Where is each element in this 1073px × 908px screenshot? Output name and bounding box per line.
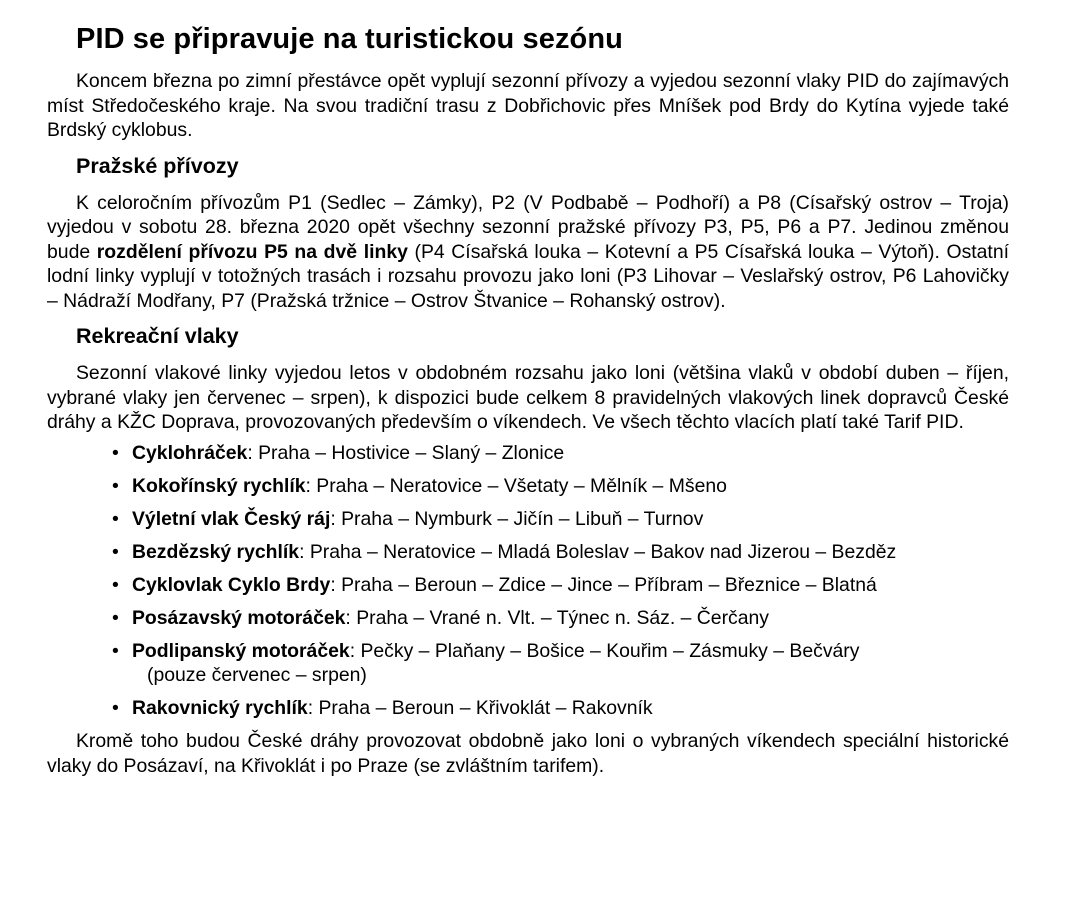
bullet-icon: • <box>112 540 119 563</box>
train-line-route: : Praha – Beroun – Křivoklát – Rakovník <box>307 697 653 719</box>
train-line-route: : Praha – Vrané n. Vlt. – Týnec n. Sáz. – Čerčany <box>345 606 770 629</box>
list-item <box>112 540 1009 565</box>
list-item <box>112 696 1009 721</box>
list-item <box>112 573 1009 598</box>
list-item <box>112 441 1009 466</box>
bullet-icon: • <box>112 639 119 662</box>
bullet-icon: • <box>112 697 119 719</box>
section-heading-trains: Rekreační vlaky <box>76 324 239 348</box>
train-line-name: Cyklovlak Cyklo Brdy <box>132 573 331 596</box>
list-item <box>112 507 1009 532</box>
ferries-text-before: K celoročním přívozům P1 (Sedlec – Zámky), P2 (V Podbabě – Podhoří) a P8 (Císařský ostrov – Troja) vyjedou v sobotu 28. března 2020 opět všechny sezonní pražské přívozy P3, P5, P6 a P7. Jedinou změnou bude <box>47 191 1009 263</box>
train-line-route: : Pečky – Plaňany – Bošice – Kouřim – Zásmuky – Bečváry <box>349 639 860 662</box>
train-line-name: Cyklohráček <box>132 441 248 464</box>
bullet-icon: • <box>112 573 119 596</box>
bullet-icon: • <box>112 474 119 497</box>
train-line-route: : Praha – Neratovice – Mladá Boleslav – Bakov nad Jizerou – Bezděz <box>299 540 897 563</box>
ferries-paragraph <box>47 191 1009 314</box>
train-lines-list <box>47 441 1009 721</box>
ferries-text-bold: rozdělení přívozu P5 na dvě linky <box>96 240 408 263</box>
train-line-name: Výletní vlak Český ráj <box>132 507 331 530</box>
train-line-name: Posázavský motoráček <box>132 606 346 629</box>
closing-paragraph: Kromě toho budou České dráhy provozovat obdobně jako loni o vybraných víkendech speciální historické vlaky do Posázaví, na Křivoklát i po Praze (se zvláštním tarifem). <box>47 730 1009 777</box>
train-line-name: Bezdězský rychlík <box>132 540 300 563</box>
bullet-icon: • <box>112 507 119 530</box>
list-item <box>112 639 1009 688</box>
bullet-icon: • <box>112 441 119 464</box>
list-item <box>112 606 1009 631</box>
train-line-name: Kokořínský rychlík <box>132 474 306 497</box>
train-line-route: : Praha – Hostivice – Slaný – Zlonice <box>247 441 565 464</box>
trains-paragraph: Sezonní vlakové linky vyjedou letos v obdobném rozsahu jako loni (většina vlaků v období duben – říjen, vybrané vlaky jen červenec – srpen), k dispozici bude celkem 8 pravidelných vlakových linek dopravců České dráhy a KŽC Doprava, provozovaných především o víkendech. Ve všech těchto vlacích platí také Tarif PID. <box>47 362 1009 433</box>
train-line-note: (pouze červenec – srpen) <box>147 664 367 686</box>
list-item <box>112 474 1009 499</box>
train-line-route: : Praha – Beroun – Zdice – Jince – Příbram – Březnice – Blatná <box>330 573 877 596</box>
intro-paragraph: Koncem března po zimní přestávce opět vyplují sezonní přívozy a vyjedou sezonní vlaky PID do zajímavých míst Středočeského kraje. Na svou tradiční trasu z Dobřichovic přes Mníšek pod Brdy do Kytína vyjede také Brdský cyklobus. <box>47 70 1009 141</box>
train-line-route: : Praha – Neratovice – Všetaty – Mělník – Mšeno <box>305 474 727 497</box>
bullet-icon: • <box>112 606 119 629</box>
ferries-text-after: (P4 Císařská louka – Kotevní a P5 Císařská louka – Výtoň). Ostatní lodní linky vyplují v totožných trasách i rozsahu provozu jako loni (P3 Lihovar – Veslařský ostrov, P6 Lahovičky – Nádraží Modřany, P7 (Pražská tržnice – Ostrov Štvanice – Rohanský ostrov). <box>47 240 1009 312</box>
train-line-route: : Praha – Nymburk – Jičín – Libuň – Turnov <box>330 507 704 530</box>
train-line-name: Podlipanský motoráček <box>132 639 350 662</box>
section-heading-ferries: Pražské přívozy <box>76 153 239 178</box>
page-title: PID se připravuje na turistickou sezónu <box>76 23 623 55</box>
train-line-name: Rakovnický rychlík <box>132 697 308 719</box>
